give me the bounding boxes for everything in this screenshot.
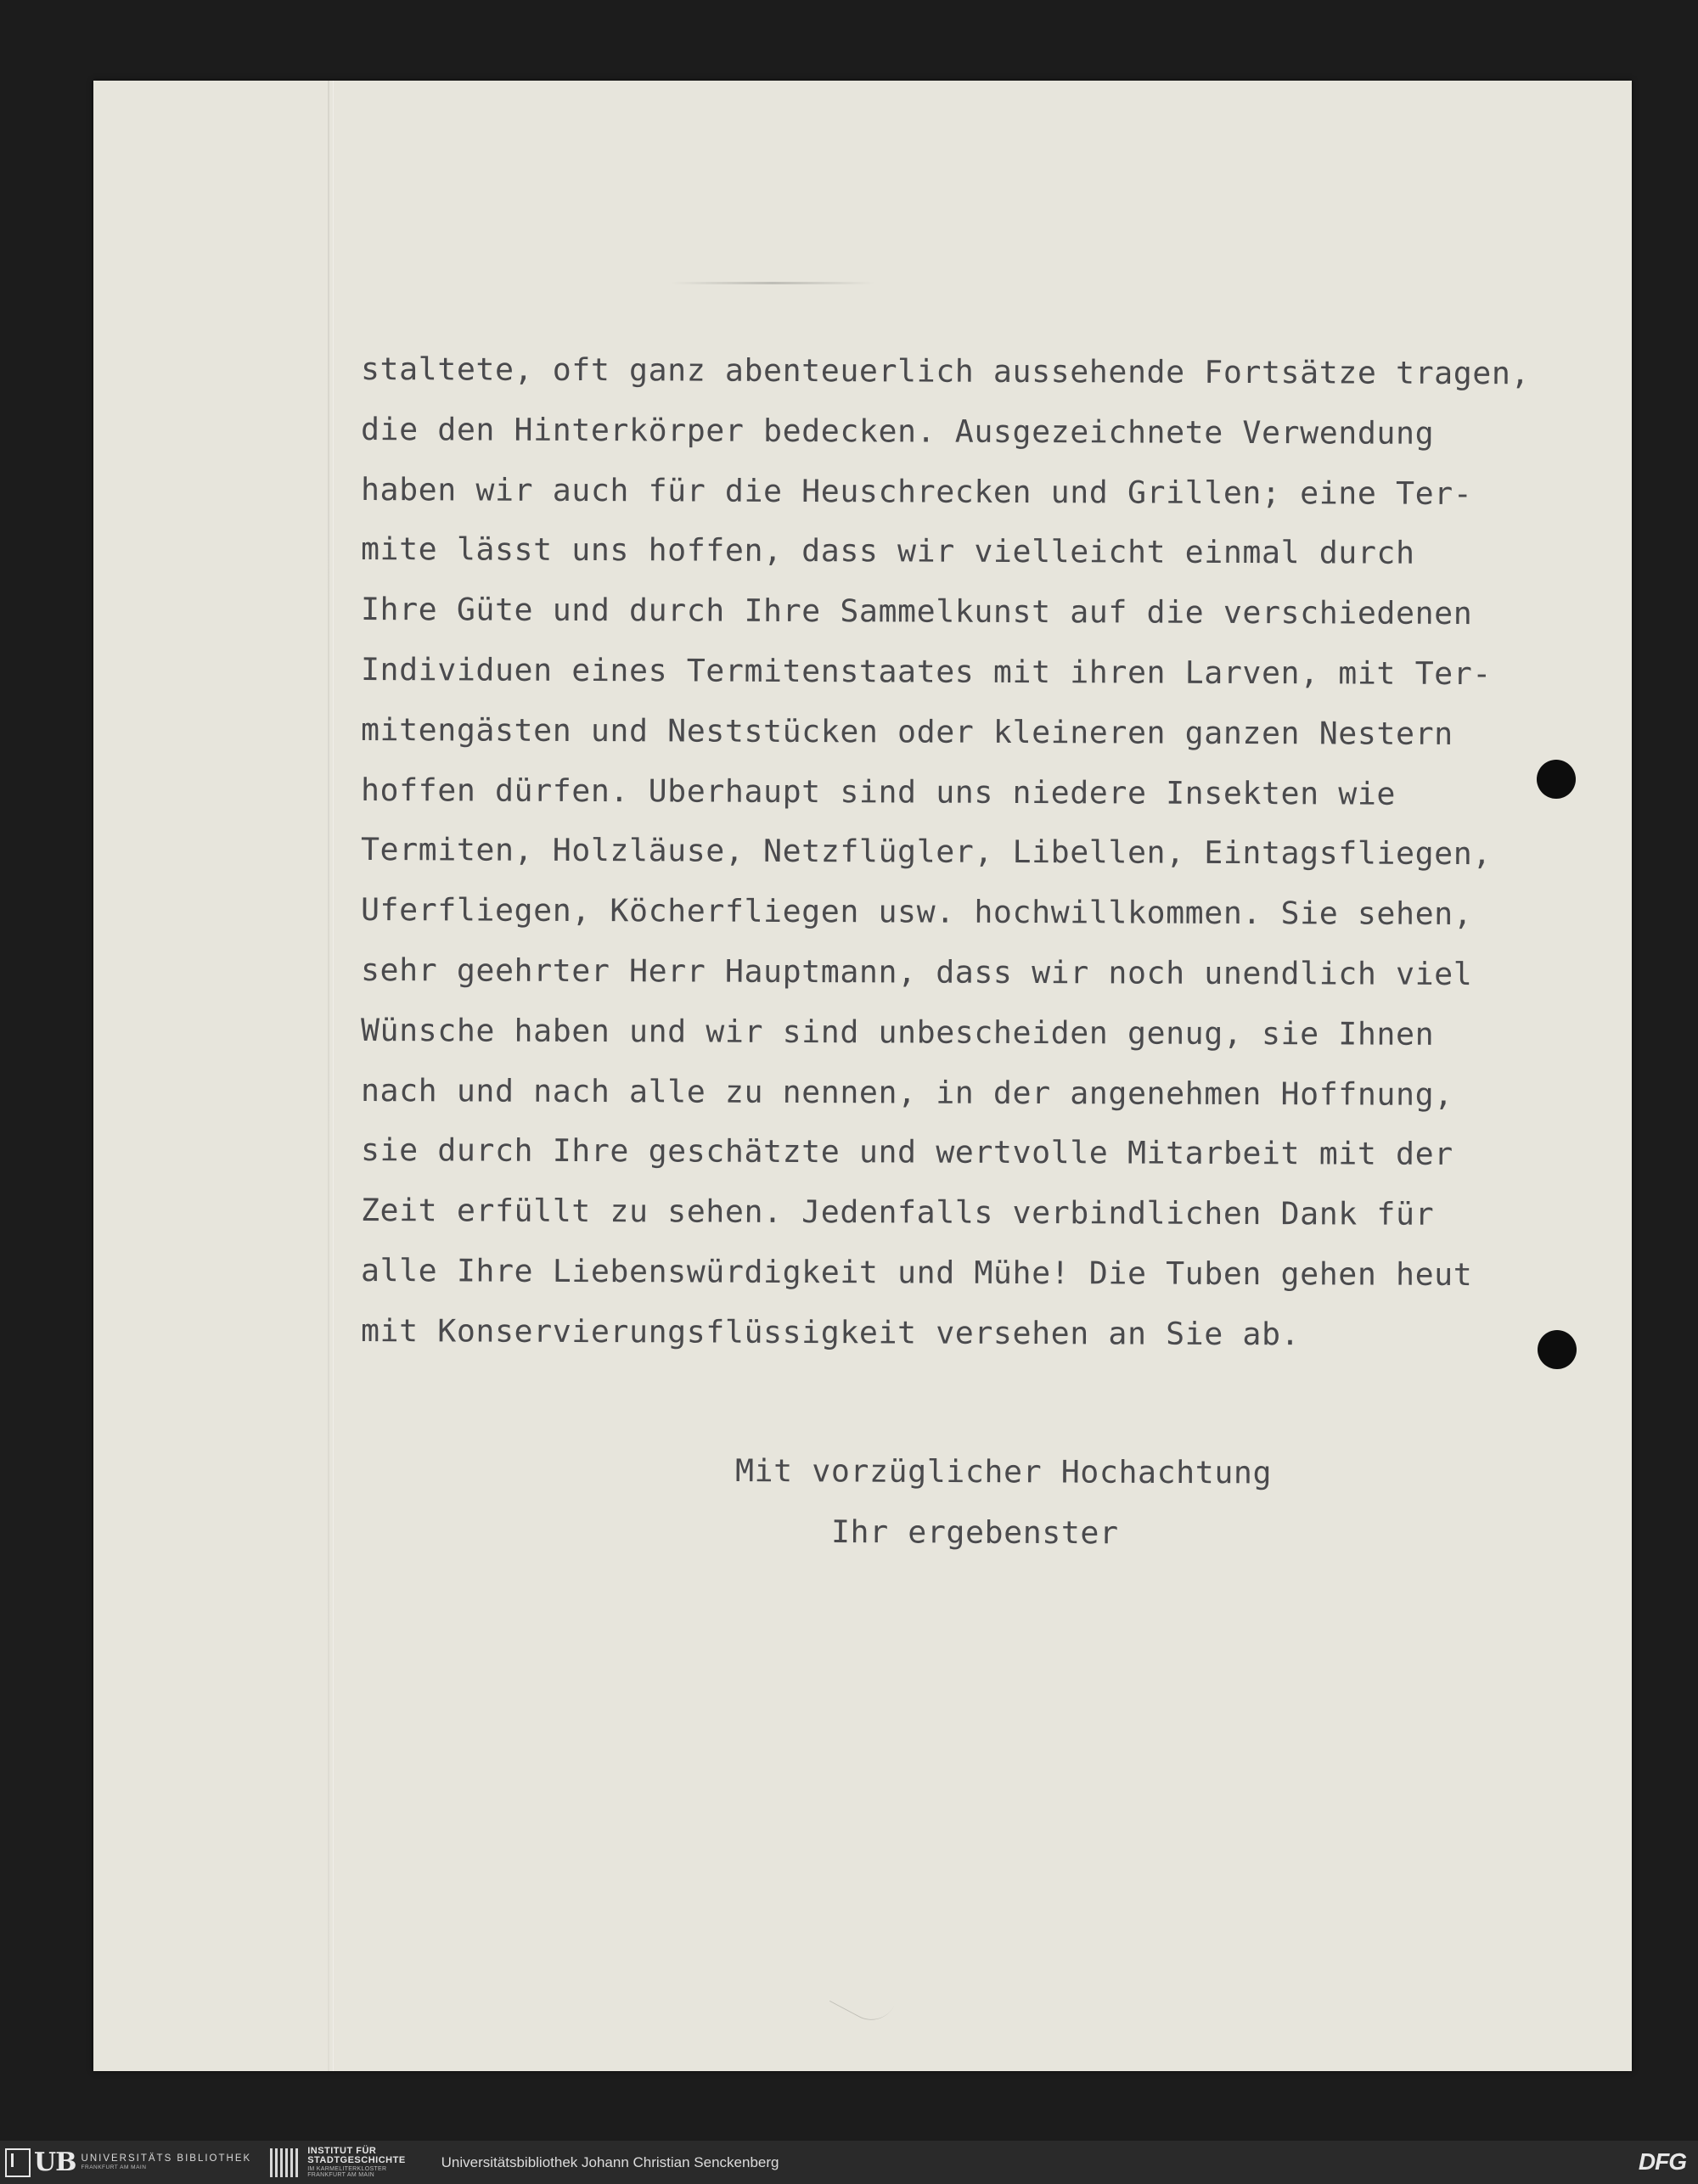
signoff: Ihr ergebenster [830,1513,1119,1552]
library-title: Universitätsbibliothek Johann Christian Senckenberg [441,2153,779,2170]
letter-line: mit Konservierungsflüssigkeit versehen an Sie ab. [360,1311,1301,1352]
isg-sub-line-1: IM KARMELITERKLOSTER [307,2165,387,2172]
letter-closing [735,1440,1272,1563]
letter-line: mite lässt uns hoffen, dass wir vielleicht einmal durch [360,531,1415,572]
letter-line: mitengästen und Neststücken oder kleineren ganzen Nestern [360,710,1453,752]
letter-line: sie durch Ihre geschätzte und wertvolle Mitarbeit mit der [360,1131,1453,1173]
letter-line: Wünsche haben und wir sind unbescheiden genug, sie Ihnen [360,1011,1435,1053]
fold-crease-highlight [333,81,334,2071]
fold-crease [328,81,329,2071]
letter-line: Zeit erfüllt zu sehen. Jedenfalls verbindlichen Dank für [360,1192,1435,1233]
ub-location: FRANKFURT AM MAIN [81,2164,147,2170]
ub-logo-caption [82,2154,252,2171]
footer-bar [0,2141,1698,2184]
letter-line: hoffen dürfen. Uberhaupt sind uns niedere Insekten wie [360,771,1397,812]
isg-logo[interactable] [270,2147,405,2179]
letter-line: Ihre Güte und durch Ihre Sammelkunst auf die verschiedenen [360,591,1473,632]
ub-logo[interactable] [5,2146,251,2180]
letter-line: haben wir auch für die Heuschrecken und Grillen; eine Ter- [360,470,1473,512]
isg-name-line-2: STADTGESCHICHTE [307,2155,406,2166]
letter-line: Uferfliegen, Köcherfliegen usw. hochwillkommen. Sie sehen, [360,891,1473,933]
letter-line: nach und nach alle zu nennen, in der angenehmen Hoffnung, [360,1071,1453,1113]
ub-logo-text: UB [34,2148,76,2177]
paper-mark [829,1978,894,2029]
punch-hole [1538,1330,1577,1369]
isg-emblem-icon [270,2148,301,2177]
letter-line: alle Ihre Liebenswürdigkeit und Mühe! Die Tuben gehen heut [360,1251,1473,1293]
closing-phrase: Mit vorzüglicher Hochachtung [734,1452,1273,1491]
letter-line: sehr geehrter Herr Hauptmann, dass wir noch unendlich viel [360,951,1473,992]
ink-smudge [671,282,874,284]
letter-line: Termiten, Holzläuse, Netzflügler, Libellen, Eintagsfliegen, [360,831,1492,873]
letter-line: die den Hinterkörper bedecken. Ausgezeichnete Verwendung [360,410,1435,452]
isg-sub-line-2: FRANKFURT AM MAIN [307,2172,374,2179]
letter-line: staltete, oft ganz abenteuerlich aussehende Fortsätze tragen, [360,351,1531,392]
punch-hole [1537,760,1576,799]
ub-emblem-icon [5,2148,31,2177]
letter-line: Individuen eines Termitenstaates mit ihren Larven, mit Ter- [360,650,1492,693]
isg-logo-caption [307,2147,405,2179]
isg-name-line-1: INSTITUT FÜR [307,2145,377,2156]
dfg-logo[interactable]: DFG [1638,2148,1686,2175]
ub-name: UNIVERSITÄTS BIBLIOTHEK [81,2153,252,2164]
letter-body [361,340,1634,1361]
